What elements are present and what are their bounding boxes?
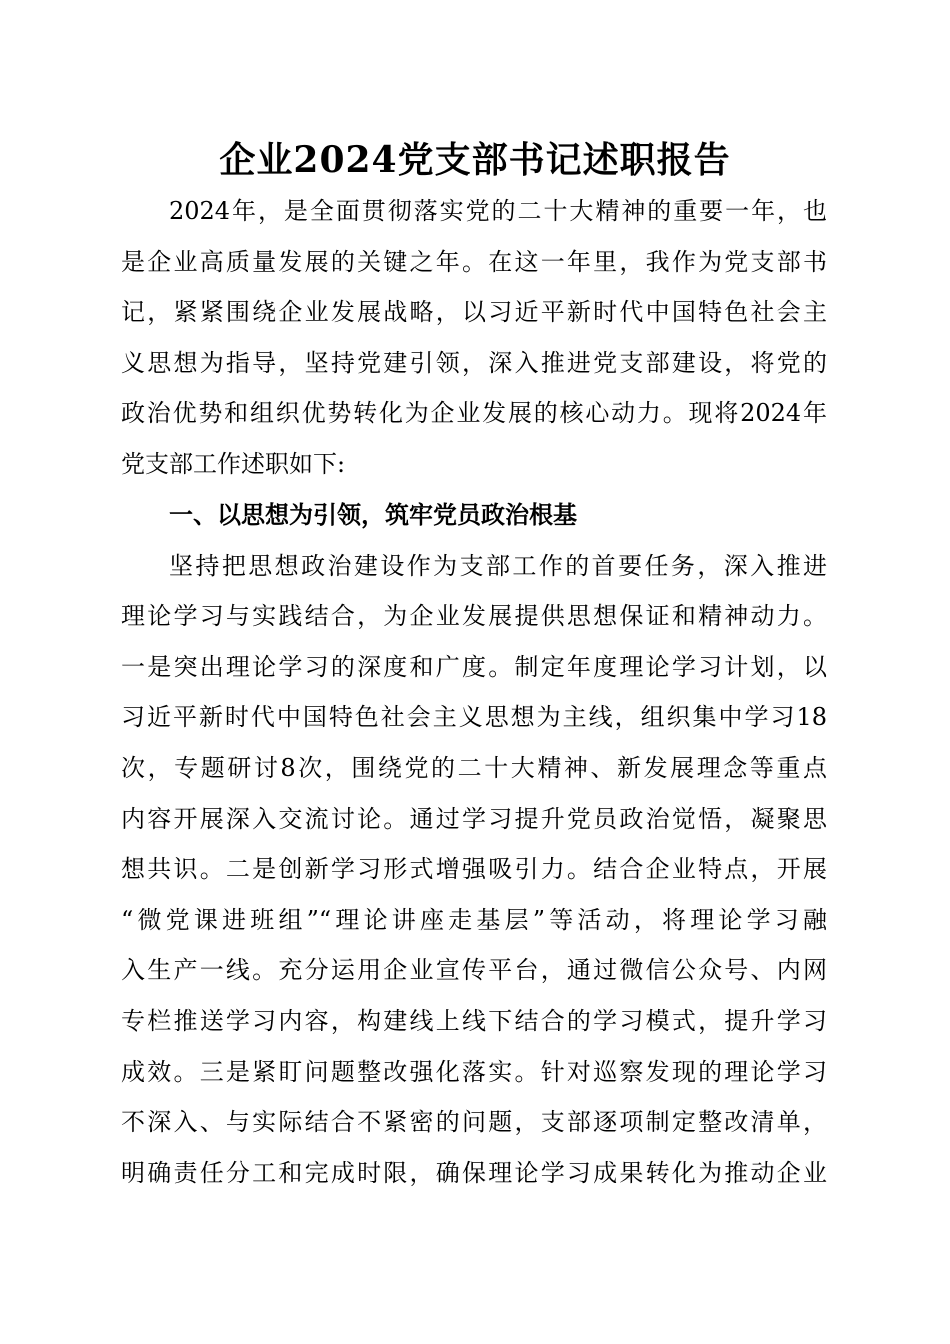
paragraph-line: “微党课进班组”“理论讲座走基层”等活动，将理论学习融: [121, 905, 827, 934]
paragraph-line: 明确责任分工和完成时限，确保理论学习成果转化为推动企业: [121, 1158, 827, 1187]
paragraph-line: 坚持把思想政治建设作为支部工作的首要任务，深入推进: [169, 551, 827, 580]
paragraph-line: 次，专题研讨8次，围绕党的二十大精神、新发展理念等重点: [121, 753, 827, 782]
paragraph-line: 习近平新时代中国特色社会主义思想为主线，组织集中学习18: [121, 703, 827, 732]
section-heading: 一、以思想为引领，筑牢党员政治根基: [169, 501, 577, 529]
intro-paragraph: [121, 186, 827, 490]
paragraph-line: 成效。三是紧盯问题整改强化落实。针对巡察发现的理论学习: [121, 1057, 827, 1086]
paragraph-line: 专栏推送学习内容，构建线上线下结合的学习模式，提升学习: [121, 1006, 827, 1035]
paragraph-line: 义思想为指导，坚持党建引领，深入推进党支部建设，将党的: [121, 348, 827, 377]
section-one: [121, 490, 827, 1198]
paragraph-line: 想共识。二是创新学习形式增强吸引力。结合企业特点，开展: [121, 855, 827, 884]
paragraph-line: 一是突出理论学习的深度和广度。制定年度理论学习计划，以: [121, 652, 827, 681]
paragraph-line: 不深入、与实际结合不紧密的问题，支部逐项制定整改清单，: [121, 1108, 827, 1137]
paragraph-line: 2024年，是全面贯彻落实党的二十大精神的重要一年，也: [169, 197, 827, 225]
paragraph-line: 理论学习与实践结合，为企业发展提供思想保证和精神动力。: [121, 602, 827, 631]
paragraph-line: 政治优势和组织优势转化为企业发展的核心动力。现将2024年: [121, 399, 827, 428]
document-title: 企业2024党支部书记述职报告: [219, 139, 731, 181]
paragraph-line: 入生产一线。充分运用企业宣传平台，通过微信公众号、内网: [121, 956, 827, 985]
paragraph-line: 党支部工作述职如下:: [121, 449, 346, 478]
paragraph-line: 内容开展深入交流讨论。通过学习提升党员政治觉悟，凝聚思: [121, 804, 827, 833]
paragraph-line: 是企业高质量发展的关键之年。在这一年里，我作为党支部书: [121, 247, 827, 276]
paragraph-line: 记，紧紧围绕企业发展战略，以习近平新时代中国特色社会主: [121, 298, 827, 327]
